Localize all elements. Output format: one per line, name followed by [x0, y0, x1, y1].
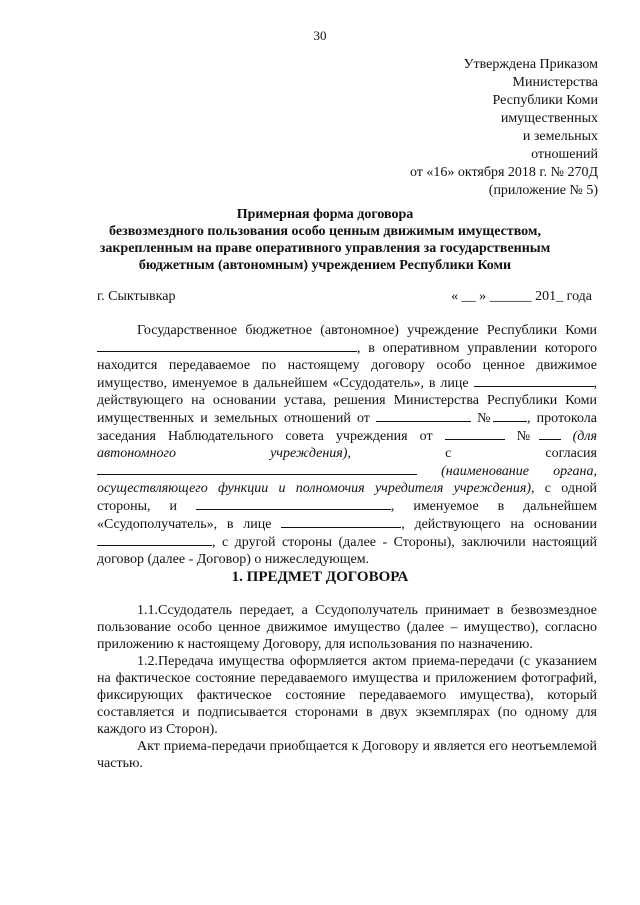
clause-act: Акт приема-передачи приобщается к Договору и является его неотъемлемой частью. — [97, 739, 597, 771]
blank-line — [97, 533, 212, 546]
preamble-text: № — [516, 429, 539, 444]
place: г. Сыктывкар — [97, 289, 176, 304]
preamble-italic: (наименование органа, осуществляющего функции и полномочия учредителя учреждения) — [97, 464, 597, 496]
section-title: 1. ПРЕДМЕТ ДОГОВОРА — [231, 569, 409, 585]
preamble-text: , с согласия — [347, 446, 597, 461]
clause-1-2: 1.2.Передача имущества оформляется актом приема-передачи (с указанием на фактическое состояние передаваемого имущества и приложением фотографий, фиксирующих фактическое состояние передаваемого имущества), который составляется и подписывается сторонами в двух экземплярах (по одному для каждого из Сторон). — [97, 654, 597, 737]
preamble-italic: (для автономного учреждения) — [97, 429, 597, 461]
approval-line: Министерства — [512, 75, 598, 90]
document-title — [60, 206, 590, 274]
approval-line: имущественных — [500, 111, 598, 126]
page-number: 30 — [313, 28, 327, 43]
approval-line: отношений — [531, 147, 598, 162]
place-date-line — [97, 289, 592, 305]
approval-line: и земельных — [522, 129, 598, 144]
approval-line: (приложение № 5) — [488, 183, 598, 198]
preamble-paragraph — [97, 322, 597, 568]
section-body — [97, 602, 597, 772]
preamble-text: , действующего на основании — [401, 517, 597, 532]
title-line: безвозмездного пользования особо ценным движимым имуществом, — [109, 224, 541, 239]
preamble-text: , именуемое в дальнейшем «Ссудополучатель», в лице — [97, 499, 598, 532]
preamble-text: , в оперативном управлении которого находится передаваемое по настоящему договору особо ценное движимое имущество, именуемое в дальнейшем «Ссудодатель», в лице — [97, 341, 597, 391]
blank-line — [281, 515, 401, 528]
preamble-text: , протокола заседания Наблюдательного совета учреждения от — [97, 411, 597, 444]
title-line: бюджетным (автономным) учреждением Республики Коми — [138, 258, 512, 273]
preamble-text: , с одной стороны, и — [97, 481, 597, 514]
approval-line: Утверждена Приказом — [463, 57, 598, 72]
blank-line — [196, 497, 391, 510]
blank-line — [97, 462, 417, 475]
title-line: Примерная форма договора — [236, 207, 414, 222]
clause-1-1: 1.1.Ссудодатель передает, а Ссудополучатель принимает в безвозмездное пользование особо ценное движимое имущество (далее – имущество), согласно приложению к настоящему Договору, для использования по назначению. — [97, 603, 597, 652]
blank-line — [445, 427, 505, 440]
preamble-text: № — [477, 411, 494, 426]
preamble — [97, 322, 597, 568]
preamble-text: , с другой стороны (далее - Стороны), заключили настоящий договор (далее - Договор) о нижеследующем. — [97, 535, 597, 567]
approval-line: от «16» октября 2018 г. № 270Д — [409, 165, 598, 180]
blank-line — [539, 427, 561, 440]
title-line: закрепленным на праве оперативного управления за государственным — [99, 241, 551, 256]
preamble-text: Государственное бюджетное (автономное) учреждение Республики Коми — [137, 323, 597, 338]
approval-line: Республики Коми — [492, 93, 598, 108]
preamble-text: , действующего на основании устава, решения Министерства Республики Коми имущественных и земельных отношений от — [97, 376, 598, 426]
blank-line — [493, 409, 527, 422]
blank-line — [474, 374, 594, 387]
blank-line — [97, 339, 357, 352]
blank-line — [376, 409, 471, 422]
approval-block — [410, 56, 598, 200]
date-template: « __ » ______ 201_ года — [451, 289, 592, 304]
